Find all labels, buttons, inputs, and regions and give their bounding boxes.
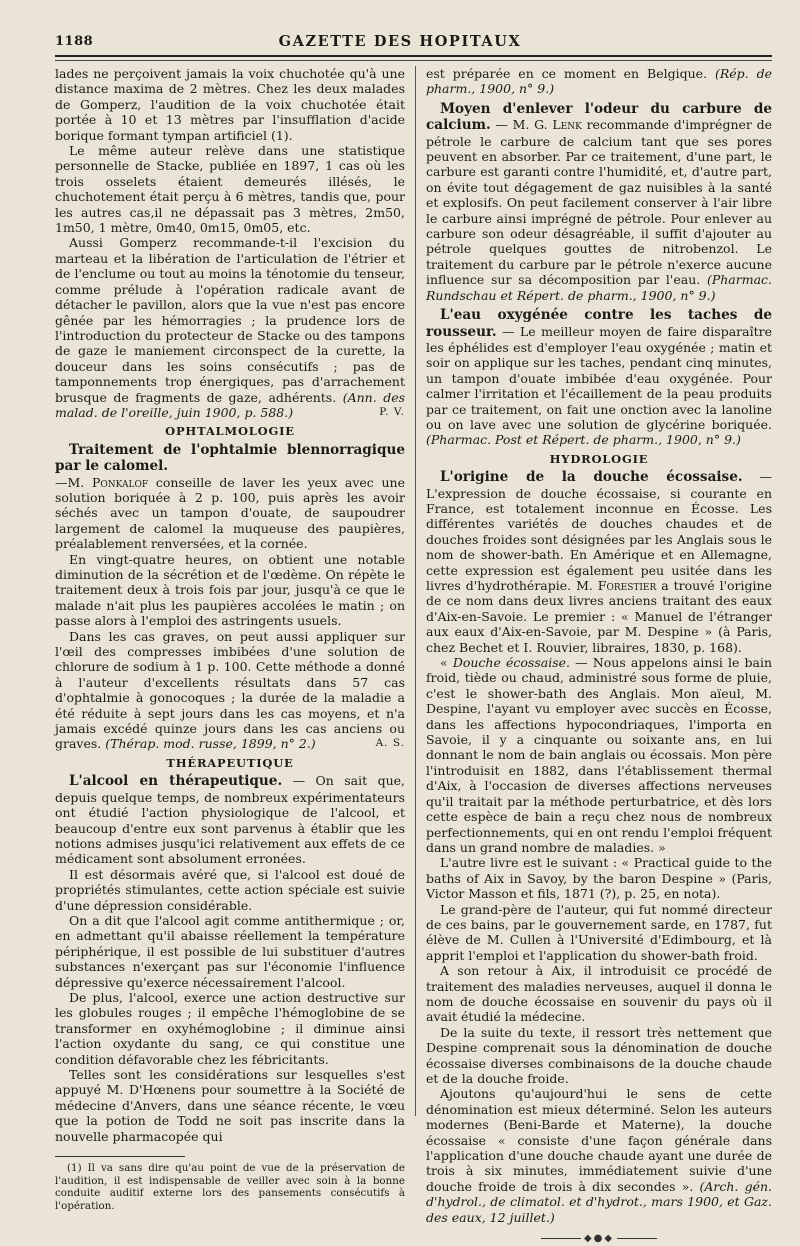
article-title: L'eau oxygénée contre les taches de rousseur. [426,307,772,340]
page-number: 1188 [55,34,94,49]
article-carbure: Moyen d'enlever l'odeur du carbure de calcium. — M. G. Lenk recommande d'imprégner de pétrole le carbure de calcium tant que ses pores peuvent en absorber. Par ce traitement, d'une part, le carbure est garanti contre l'humidité, et, d'autre part, on évite tout dégagement de gaz nuisibles à la santé et explosifs. On peut facilement conserver à l'air libre le carbure ainsi imprégné de pétrole. Pour enlever au carbure son odeur désagréable, il suffit d'ajouter au pétrole quelques gouttes de nitrobenzol. Le traitement du carbure par le pétrole n'exerce aucune influence sur sa décomposition par l'eau. (Pharmac. Rundschau et Répert. de pharm., 1900, n° 9.) [426,100,772,303]
article-title: Moyen d'enlever l'odeur du carbure de calcium. [426,100,772,134]
author: — M. G. Lenk [490,117,582,133]
reference: (Ann. des malad. de l'oreille, juin 1900, p. 588.) [55,389,406,420]
article-alcool: L'alcool en thérapeutique. — On sait que, depuis quelque temps, de nombreux expérimentateurs ont étudié l'action physiologique de l'alcool, et beaucoup d'entre eux sont parvenus à établir que les notions admises jusqu'ici relativement aux effets de ce médicament sont absolument erronées. [55,773,405,867]
reference: (Rép. de pharm., 1900, n° 9.) [426,66,772,97]
page-header [0,0,800,62]
footnote: (1) Il va sans dire qu'au point de vue de la préservation de l'audition, il est indispensable de veiller avec soin à la bonne conduite auditif externe lors des pansements consécutifs à l'opération. [55,1162,405,1212]
header-rule [55,55,772,57]
reference: (Pharmac. Post et Répert. de pharm., 1900, n° 9.) [426,432,741,448]
footnote-rule [55,1156,185,1157]
reference: (Thérap. mod. russe, 1899, n° 2.) [105,736,316,752]
paragraph: « Douche écossaise. — Nous appelons ainsi le bain froid, tiède ou chaud, administré sous forme de pluie, c'est le shower-bath des Anglais. Mon aïeul, M. Despine, l'ayant vu employer avec succès en Écosse, dans les affections hypocondriaques, l'importa en Savoie, il y a cinquante ou soixante ans, en lui donnant le nom de bain anglais ou écossais. Mon père l'introduisit en 1882, dans l'établissement thermal d'Aix, à l'occasion de diverses affections nerveuses qu'il traitait par la méthode perturbatrice, et dès lors cette espèce de bain a reçu chez nous de nombreux perfectionnements, qui en ont rendu l'emploi fréquent dans un grand nombre de maladies. » [426,655,773,855]
reference: (Pharmac. Rundschau et Répert. de pharm., 1900, n° 9.) [426,272,772,303]
paragraph: Ajoutons qu'aujourd'hui le sens de cette dénomination est mieux déterminé. Selon les auteurs modernes (Beni-Barde et Materne), la douche écossaise « consiste d'une façon générale dans l'application d'une douche chaude ayant une durée de trois à six minutes, immédiatement suivie d'une douche froide de trois à dix secondes ». (Arch. gén. d'hydrol., de climatol. et d'hydrot., mars 1900, et Gaz. des eaux, 12 juillet.) [426,1086,772,1225]
column-divider [415,66,416,1116]
article-title: L'alcool en thérapeutique. [69,773,283,790]
paragraph: L'autre livre est le suivant : « Practical guide to the baths of Aix in Savoy, by the baron Despine » (Paris, Victor Masson et fils, 1871 (?), p. 25, en nota). [426,855,772,902]
paragraph: On a dit que l'alcool agit comme antithermique ; or, en admettant qu'il abaisse réellement la température périphérique, il est possible de lui substituer d'autres substances n'exerçant pas sur l'économie l'influence dépressive qu'exerce nécessairement l'alcool. [55,912,405,990]
end-ornament: ◆●◆ [426,1231,772,1246]
paragraph: Aussi Gomperz recommande-t-il l'excision du marteau et la libération de l'articulation de l'étrier et de l'enclume ou tout au moins la ténotomie du tenseur, comme prélude à l'opération radicale avant de détacher le pavillon, alors que la vue n'est pas encore gênée par les hémorragies ; la prudence lors de l'introduction du protecteur de Stacke ou des tampons de gaze le maniement circonspect de la curette, la douceur dans les soins consécutifs ; pas de tamponnements trop énergiques, pas d'arrachement brusque de fragments de gaze, adhérents. (Ann. des malad. de l'oreille, juin 1900, p. 588.) P. V. [55,235,406,420]
header-rule-thin [55,60,772,61]
section-heading-hydrologie: HYDROLOGIE [549,451,649,466]
author: Forestier [597,578,657,593]
paragraph: Le grand-père de l'auteur, qui fut nommé directeur de ces bains, par le gouvernement sarde, en 1787, fut élève de M. Cullen à l'Université d'Edimbourg, et là apprit l'emploi et l'application du shower-bath froid. [426,901,772,963]
paragraph: Dans les cas graves, on peut aussi appliquer sur l'œil des compresses imbibées d'une solution de chlorure de sodium à 1 p. 100. Cette méthode a donné à l'auteur d'excellents résultats dans 57 cas d'ophtalmie à gonocoques ; la durée de la maladie a été réduite à sept jours dans les cas moyens, et n'a jamais excédé quinze jours dans les cas anciens ou graves. (Thérap. mod. russe, 1899, n° 2.) A. S. [55,628,405,752]
signature: A. S. [375,737,405,750]
right-column [426,66,772,1246]
reference: (Arch. gén. d'hydrol., de climatol. et d'hydrot., mars 1900, et Gaz. des eaux, 12 juillet.) [426,1178,772,1225]
article-title: Traitement de l'ophtalmie blennorragique par le calomel. [55,441,405,475]
signature: P. V. [379,405,405,418]
article-title: L'origine de la douche écossaise. [440,469,743,486]
paragraph: lades ne perçoivent jamais la voix chuchotée qu'à une distance maxima de 2 mètres. Chez les deux malades de Gomperz, l'audition de la voix chuchotée était portée à 10 et 13 mètres par l'insufflation d'acide borique formant tympan artificiel (1). [55,66,405,143]
article-ophtalmie: Traitement de l'ophtalmie blennorragique par le calomel. —M. Ponkalof conseille de laver les yeux avec une solution boriquée à 2 p. 100, puis après les avoir séchés avec un tampon d'ouate, de saupoudrer largement de calomel la muqueuse des paupières, préalablement renversées, et la cornée. [55,441,405,552]
paragraph: Le même auteur relève dans une statistique personnelle de Stacke, publiée en 1897, 1 cas où les trois osselets étaient demeurés illésés, le chuchotement était perçu à 6 mètres, tandis que, pour les autres cas,il ne dépassait pas 3 mètres, 2m50, 1m50, 1 mètre, 0m40, 0m15, 0m05, etc. [55,143,405,236]
paragraph: En vingt-quatre heures, on obtient une notable diminution de la sécrétion et de l'œdème. On répète le traitement deux à trois fois par jour, jusqu'à ce que le malade n'ait plus les paupières accolées le matin ; on passe alors à l'emploi des astringents usuels. [55,551,405,629]
author: —M. Ponkalof [55,474,149,490]
paragraph: De la suite du texte, il ressort très nettement que Despine comprenait sous la dénomination de douche écossaise diverses combinaisons de la douche chaude et de la douche froide. [426,1024,772,1086]
article-eau-oxygenee: L'eau oxygénée contre les taches de rousseur. — Le meilleur moyen de faire disparaître les éphélides est d'employer l'eau oxygénée ; matin et soir on applique sur les taches, pendant cinq minutes, un tampon d'ouate imbibée d'eau oxygénée. Pour calmer l'irritation et l'écaillement de la peau produits par ce traitement, on fait une onction avec la lanoline ou on lave avec une solution de glycérine boriquée. (Pharmac. Post et Répert. de pharm., 1900, n° 9.) [426,307,772,448]
paragraph: est préparée en ce moment en Belgique. (Rép. de pharm., 1900, n° 9.) [426,66,772,97]
paragraph: Telles sont les considérations sur lesquelles s'est appuyé M. D'Hœnens pour soumettre à la Société de médecine d'Anvers, dans une séance récente, le vœu que la potion de Todd ne soit pas inscrite dans la nouvelle pharmacopée qui [55,1067,405,1144]
paragraph: De plus, l'alcool, exerce une action destructive sur les globules rouges ; il empêche l'hémoglobine de se transformer en oxyhémoglobine ; il diminue ainsi l'action oxydante du sang, ce qui constitue une condition défavorable chez les fébricitants. [55,989,405,1067]
article-douche-ecossaise: L'origine de la douche écossaise. — L'expression de douche écossaise, si courante en France, est totalement inconnue en Écosse. Les différentes variétés de douches chaudes et de douches froides sont désignées par les Anglais sous le nom de shower-bath. En Amérique et en Allemagne, cette expression est également peu usitée dans les livres d'hydrothérapie. M. Forestier a trouvé l'origine de ce nom dans deux livres anciens traitant des eaux d'Aix-en-Savoie. Le premier : « Manuel de l'étranger aux eaux d'Aix-en-Savoie, par M. Despine » (à Paris, chez Bechet et I. Rouvier, libraires, 1830, p. 168). [426,469,772,655]
left-column [55,66,405,1212]
paragraph: A son retour à Aix, il introduisit ce procédé de traitement des maladies nerveuses, auquel il donna le nom de douche écossaise en souvenir du pays où il avait étudié la médecine. [426,963,772,1025]
journal-title: GAZETTE DES HOPITAUX [278,33,522,50]
section-heading-ophtalmologie: OPHTALMOLOGIE [165,424,295,439]
section-heading-therapeutique: THÉRAPEUTIQUE [166,755,294,770]
paragraph: Il est désormais avéré que, si l'alcool est doué de propriétés stimulantes, cette action spéciale est suivie d'une dépression considérable. [55,866,405,913]
